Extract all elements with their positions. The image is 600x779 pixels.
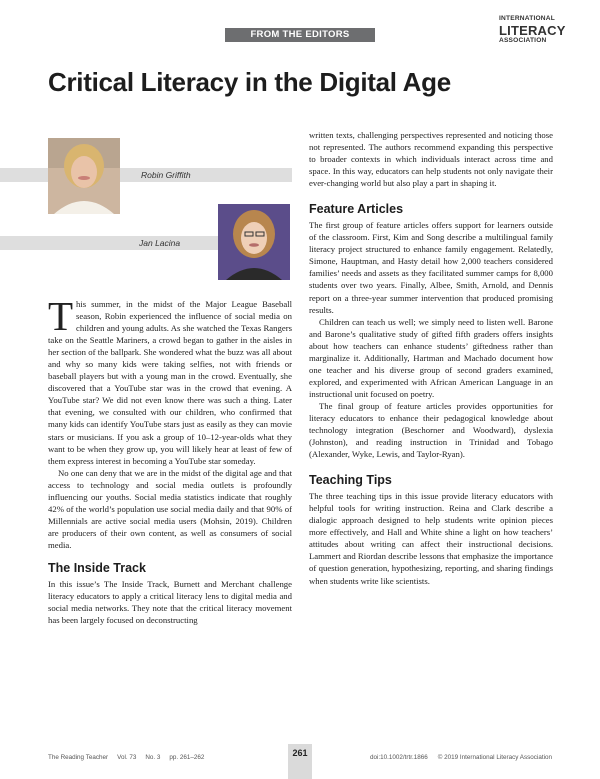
drop-cap: T (48, 293, 74, 339)
logo-line-2: LITERACY (499, 22, 566, 38)
page-number: 261 (292, 748, 308, 758)
right-column (309, 129, 553, 587)
footer-citation (48, 754, 213, 761)
author-name-griffith: Robin Griffith (141, 170, 191, 180)
author-band-lacina (0, 236, 218, 250)
feature-paragraph-3: The final group of feature articles provides opportunities for literacy educators to enhance their pedagogical knowledge about technology integration (Beschorner and Woodward), dyslexia (Johnston), and reading instruction in Trinidad and Tobago (Alexander, Wyke, Lewis, and Taylor-Ryan). (309, 400, 553, 460)
footer-issue: No. 3 (145, 754, 161, 761)
footer-doi-copyright (360, 754, 552, 761)
heading-teaching-tips: Teaching Tips (309, 473, 392, 488)
inside-track-paragraph: In this issue’s The Inside Track, Burnett and Merchant challenge literacy educators to apply a critical literacy lens to digital media and social media networks. They note that the critical literacy movement has been largely focused on deconstructing (48, 578, 292, 626)
article-title: Critical Literacy in the Digital Age (48, 67, 451, 97)
author-name-lacina: Jan Lacina (139, 238, 181, 248)
inside-track-continued: written texts, challenging perspectives represented and noticing those not represented. The authors recommend expanding this perspective to broader contexts in which individuals interact across time and space. In this way, educators can help students not only navigate their ever-changing world but also play a part in shaping it. (309, 130, 553, 189)
footer-doi: doi:10.1002/trtr.1866 (370, 754, 428, 761)
heading-inside-track: The Inside Track (48, 560, 146, 575)
footer-copyright: © 2019 International Literacy Association (437, 754, 552, 761)
footer-pages: pp. 261–262 (169, 754, 205, 761)
intro-paragraph-1 (48, 293, 292, 467)
footer-volume: Vol. 73 (117, 754, 137, 761)
feature-paragraph-1: The first group of feature articles offers support for learners outside of the classroom. First, Kim and Song describe a multilingual family literacy project structured to enhance family engagement. Relatedly, Simone, Hauptman, and Hasty detail how 2,000 teachers considered families’ needs and assets as they facilitated summer camps for 8,000 students over two years. Finally, Albee, Smith, Arnold, and Dennis report on a three-year summer intervention that produced promising results. (309, 220, 553, 315)
section-label: FROM THE EDITORS (225, 28, 375, 42)
intro-paragraph-2: No one can deny that we are in the midst of the digital age and that access to technology and social media outlets is profoundly influencing our youths. Social media statistics indicate that roughly 42% of the world’s population use social media daily and that 90% of Millennials are active social media users (Mohsin, 2019). Children are producers of their own content, as well as consumers of social media. (48, 467, 292, 550)
footer-journal: The Reading Teacher (48, 754, 109, 761)
logo-line-1: INTERNATIONAL (499, 15, 555, 22)
logo-line-3: ASSOCIATION (499, 36, 547, 44)
ila-logo (499, 15, 566, 48)
intro-paragraph-1-text: his summer, in the midst of the Major League Baseball season, Robin experienced the influence of social media on children and young adults. As she watched the Texas Rangers take on the Seattle Mariners, a crowd began to gather in the aisles in her section of the ballpark. She wondered what the buzz was all about and why so many kids were taking selfies, not with friends or baseball players but with a young man in the crowd. Eventually, she discovered that a YouTube star was in the crowd that evening. A YouTube star? We did not even know there was such a thing. Later that evening, we consulted with our children, who confirmed that many kids can identify YouTube stars just as easily as they can movie stars or musicians. If you ask a group of 10–12-year-olds what they want to be when they grow up, you will likely hear at least of few of them express interest in becoming a YouTube star someday. (48, 299, 292, 466)
left-column (48, 293, 292, 626)
feature-paragraph-2: Children can teach us well; we simply need to listen well. Barone and Barone’s qualitative study of gifted fifth graders offers insights about how teachers can enhance students’ giftedness rather than marginalize it. Additionally, Hartman and Machado document how one teacher and his diverse group of second graders examined, explored, and experimented with African American Language in an instructional unit focused on poetry. (309, 316, 553, 399)
author-photo-griffith (48, 138, 120, 214)
heading-feature-articles: Feature Articles (309, 202, 404, 217)
tips-paragraph: The three teaching tips in this issue provide literacy educators with helpful tools for writing instruction. Reina and Clark describe a dialogic approach designed to help students write opinion pieces more effectively, and Hall and White shine a light on how teachers’ attitudes about writing can affect their instructional decisions. Lammert and Riordan describe lessons that emphasize the importance of question generation, hypothesizing, reporting, and sharing findings when students write like scientists. (309, 491, 553, 586)
author-photo-lacina (218, 204, 290, 280)
